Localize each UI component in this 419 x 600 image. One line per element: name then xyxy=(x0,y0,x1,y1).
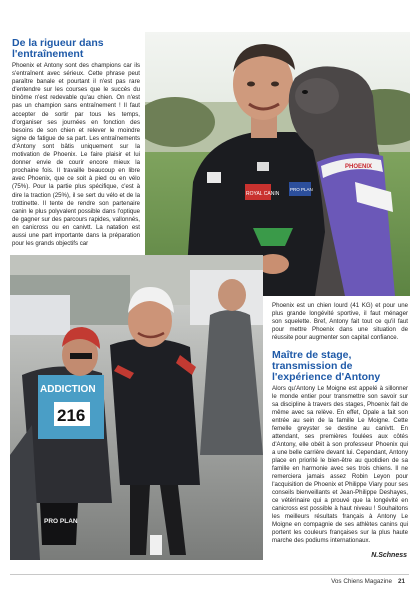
section-heading-training: De la rigueur dans l'entraînement xyxy=(12,37,104,60)
photo-canicross-runners xyxy=(10,255,263,560)
section-body-internship: Alors qu'Antony Le Moigne est appelé à sillonner le monde entier pour transmettre son savoir sur sa discipline à travers des stages, Phoenix fait de même avec sa relève. En effet, Opale a fait son entrée au sein de la famille Le Moigne. Cette femelle greyster se destine au canivtt. En attendant, ses premières foulées aux côtés d'Antony, elle obéit à son professeur Phoenix qui a une belle carrière devant lui. Cependant, Antony place en priorité le bien-être au quotidien de sa famille en harmonie avec ses trois chiens. Il ne remerciera jamais assez Robin Leyon pour l'acquisition de Phoenix et Philippe Viary pour ses conseils bienveillants et Jean-Philippe Deshayes, ce vétérinaire qui a prouvé que la longévité en canicross est possible à haut niveau ! Souhaitons les meilleurs résultats français à Antony Le Moigne en compagnie de ses athlètes canins qui portent les couleurs françaises sur la plus haute marche des podiums internationaux. xyxy=(272,385,408,544)
page-footer xyxy=(331,578,405,585)
author-signature: N.Schness xyxy=(371,552,407,559)
article-column-left xyxy=(12,38,140,248)
bib-number: 216 xyxy=(57,406,86,425)
magazine-name: Vos Chiens Magazine xyxy=(331,578,392,585)
jacket-patch-right-text: PRO PLAN xyxy=(290,187,313,192)
section-body-training: Phoenix et Antony sont des champions car ils s'entraînent avec sérieux. Cette phrase peut paraître banale et pourtant il n'est pas rare d'entendre sur les courses que le succès du binôme n'est redevable qu'au chien. On n'est pas un champion sans entraînement ! Il faut accepter de sortir par tous les temps, d'organiser ses journées en fonction des besoins de son chien et relever le moindre signe de fatigue de sa part. Les entraînements d'Antony sont bâtis uniquement sur la motivation de Phoenix. Le faire plaisir et lui donner envie de courir encore mieux la prochaine fois. Il travaille beaucoup en libre avec Phoenix, que ce soit à pied ou en vélo (75%). Pour la partie plus spécifique, c'est à dire la traction (25%), il se sert du vélo et de la trottinette. Il tente de rendre son partenaire canin le plus polyvalent possible dans l'optique de gagner sur des parcours rapides, vallonnés, en canicross ou en canivtt. La natation est aussi une part importante dans la préparation pour les grands objectifs car xyxy=(12,62,140,248)
article-column-right xyxy=(272,302,408,545)
section-body-continued: Phoenix est un chien lourd (41 KG) et pour une plus grande longévité sportive, il faut ménager son squelette. Bref, Antony fait tout ce qu'il faut pour mettre Phoenix dans une situation de réussite pour augmenter son capital confiance. xyxy=(272,302,408,341)
shorts-text: PRO PLAN xyxy=(44,518,78,525)
page-number: 21 xyxy=(397,578,405,585)
section-heading-internship: Maître de stage, transmission de l'expérience d'Antony xyxy=(272,349,381,383)
footer-divider xyxy=(10,574,409,575)
photo-canicross-runners-illustration xyxy=(10,255,263,560)
shirt-text: ADDICTION xyxy=(40,384,96,395)
jacket-patch-left-text: ROYAL CANIN xyxy=(246,191,280,197)
dog-harness-text: PHOENIX xyxy=(345,164,373,170)
